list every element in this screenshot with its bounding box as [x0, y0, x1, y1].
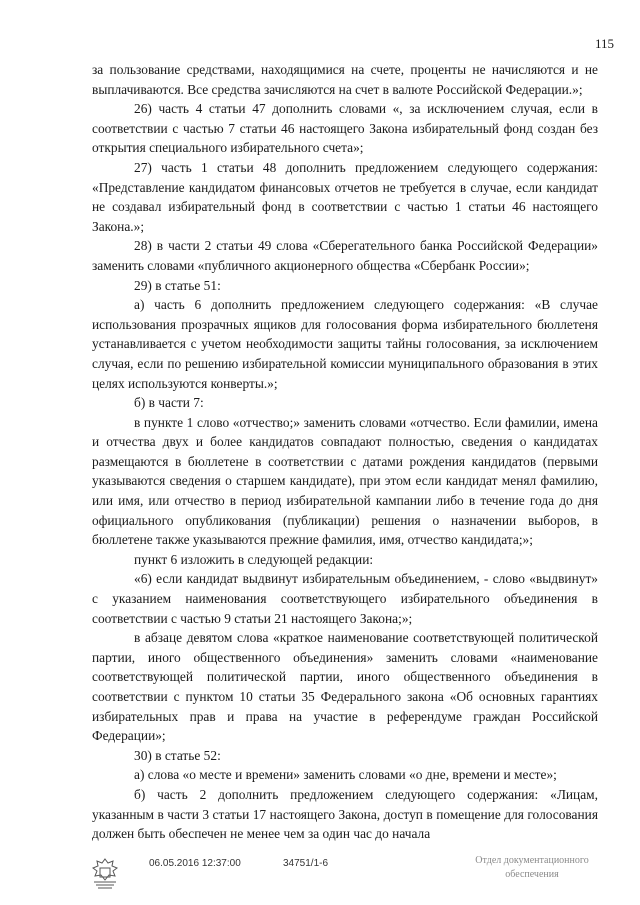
- coat-of-arms-icon: [88, 856, 122, 890]
- footer-department-stamp: [452, 854, 612, 882]
- page-footer: [0, 852, 640, 902]
- paragraph: б) в части 7:: [134, 395, 204, 411]
- department-line: обеспечения: [505, 869, 559, 880]
- paragraph: а) часть 6 дополнить предложением следующего содержания: «В случае использования прозрачных ящиков для голосования форма избирательного бюллетеня устанавливается с учетом необходимости защиты тайны голосования, за исключением случая, если по решению избирательной комиссии муниципального образования в этих целях используются конверты.»;: [92, 297, 598, 391]
- paragraph: 27) часть 1 статьи 48 дополнить предложением следующего содержания: «Представление кандидатом финансовых отчетов не требуется в случае, если кандидат не создавал избирательный фонд в соответствии с частью 1 статьи 46 настоящего Закона.»;: [92, 159, 598, 234]
- paragraph: 30) в статье 52:: [134, 747, 221, 763]
- paragraph: 29) в статье 51:: [134, 277, 221, 293]
- paragraph: за пользование средствами, находящимися на счете, проценты не начисляются и не выплачиваются. Все средства зачисляются на счет в валюте Российской Федерации.»;: [92, 62, 598, 97]
- footer-timestamp: 06.05.2016 12:37:00: [149, 858, 241, 869]
- paragraph: пункт 6 изложить в следующей редакции:: [134, 551, 374, 567]
- paragraph: б) часть 2 дополнить предложением следующего содержания: «Лицам, указанным в части 3 статьи 17 настоящего Закона, доступ в помещение для голосования должен быть обеспечен не менее чем за один час до начала: [92, 786, 598, 842]
- footer-document-id: 34751/1-6: [283, 858, 329, 869]
- paragraph: 26) часть 4 статьи 47 дополнить словами «, за исключением случая, если в соответствии с частью 7 статьи 46 настоящего Закона избирательный фонд создан без открытия специального избирательного счета»;: [92, 101, 598, 156]
- paragraph: в пункте 1 слово «отчество;» заменить словами «отчество. Если фамилии, имена и отчества двух и более кандидатов совпадают полностью, сведения о кандидатах размещаются в бюллетене в соответствии с датами рождения кандидатов (первыми указываются сведения о старшем кандидате), при этом если кандидат менял фамилию, или имя, или отчество в период избирательной кампании либо в течение года до дня официального опубликования (публикации) решения о назначении выборов, в бюллетене также указываются прежние фамилия, имя, отчество кандидата;»;: [92, 414, 598, 548]
- department-line: Отдел документационного: [475, 855, 589, 866]
- paragraph: в абзаце девятом слова «краткое наименование соответствующей политической партии, иного общественного объединения» заменить словами «наименование соответствующей политической партии, иного общественного объединения в соответствии с пунктом 10 статьи 35 Федерального закона «Об основных гарантиях избирательных прав и права на участие в референдуме граждан Российской Федерации»;: [92, 630, 598, 744]
- page-number: 115: [594, 36, 614, 51]
- document-body: [92, 60, 598, 844]
- paragraph: «6) если кандидат выдвинут избирательным объединением, - слово «выдвинут» с указанием наименования соответствующего избирательного объединения в соответствии с частью 9 статьи 21 настоящего Закона;»;: [92, 571, 598, 626]
- paragraph: 28) в части 2 статьи 49 слова «Сберегательного банка Российской Федерации» заменить словами «публичного акционерного общества «Сбербанк России»;: [92, 238, 598, 273]
- paragraph: а) слова «о месте и времени» заменить словами «о дне, времени и месте»;: [134, 767, 557, 783]
